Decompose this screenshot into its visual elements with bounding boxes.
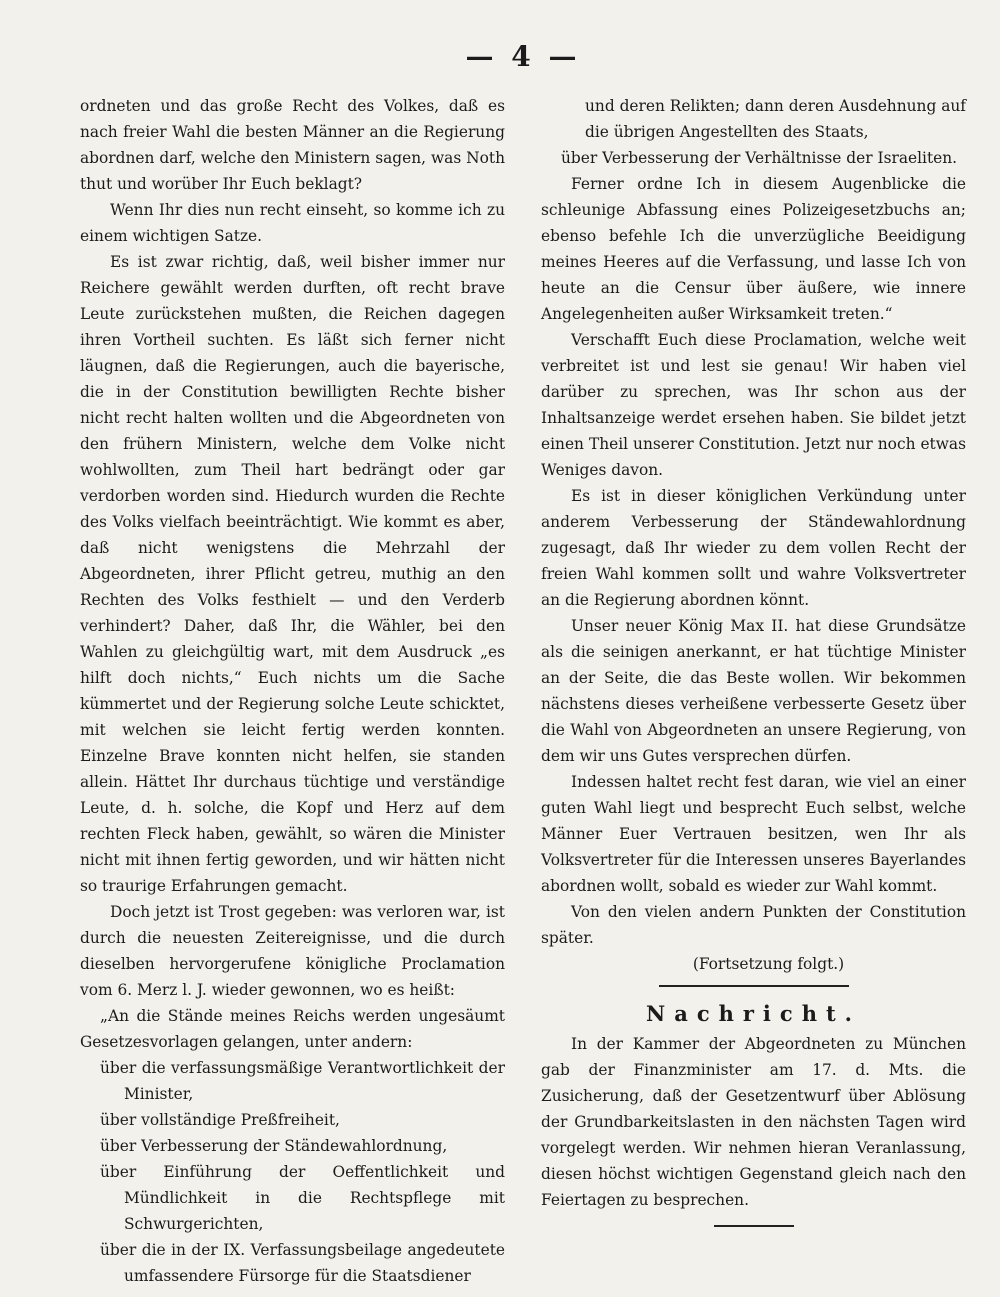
left-column <box>80 93 505 1289</box>
paragraph: Von den vielen andern Punkten der Constitution später. <box>541 903 966 947</box>
page-number: — 4 — <box>465 40 581 73</box>
paragraph: Unser neuer König Max II. hat diese Grundsätze als die seinigen anerkannt, er hat tüchtige Minister an der Seite, die das Beste wollen. Wir bekommen nächstens dieses verheißene verbesserte Gesetz über die Wahl von Abgeordneten an unsere Regierung, von dem wir uns Gutes versprechen dürfen. <box>541 617 966 765</box>
paragraph: Indessen haltet recht fest daran, wie viel an einer guten Wahl liegt und besprecht Euch selbst, welche Männer Euer Vertrauen besitzen, wen Ihr als Volksvertreter für die Interessen unseres Bayerlandes abordnen wollt, sobald es wieder zur Wahl kommt. <box>541 773 966 895</box>
decree-item: über Verbesserung der Verhältnisse der Israeliten. <box>561 149 958 167</box>
news-title: Nachricht. <box>646 1001 861 1026</box>
right-column <box>541 93 966 1289</box>
decree-item: über die verfassungsmäßige Verantwortlichkeit der Minister, <box>100 1059 505 1103</box>
text-columns <box>80 93 966 1289</box>
paragraph: Es ist in dieser königlichen Verkündung unter anderem Verbesserung der Ständewahlordnung zugesagt, daß Ihr wieder zu dem vollen Recht der freien Wahl kommen sollt und wahre Volksvertreter an die Regierung abordnen könnt. <box>541 487 966 609</box>
paragraph: Ferner ordne Ich in diesem Augenblicke die schleunige Abfassung eines Polizeigesetzbuchs an; ebenso befehle Ich die unverzügliche Beeidigung meines Heeres auf die Verfassung, und lasse Ich von heute an die Censur über äußere, wie innere Angelegenheiten außer Wirksamkeit treten.“ <box>541 175 966 323</box>
paragraph: Doch jetzt ist Trost gegeben: was verloren war, ist durch die neuesten Zeitereignisse, und die durch dieselben hervorgerufene königliche Proclamation vom 6. Merz l. J. wieder gewonnen, wo es heißt: <box>80 903 505 999</box>
section-divider <box>659 985 849 987</box>
paragraph: Wenn Ihr dies nun recht einseht, so komme ich zu einem wichtigen Satze. <box>80 201 505 245</box>
paragraph: ordneten und das große Recht des Volkes, daß es nach freier Wahl die besten Männer an die Regierung abordnen darf, welche den Ministern sagen, was Noth thut und worüber Ihr Euch beklagt? <box>80 97 505 193</box>
proclamation-intro: „An die Stände meines Reichs werden ungesäumt Gesetzesvorlagen gelangen, unter andern: <box>80 1007 505 1051</box>
decree-item: über die in der IX. Verfassungsbeilage angedeutete umfassendere Fürsorge für die Staatsdiener <box>100 1241 505 1285</box>
end-rule <box>714 1225 794 1227</box>
paragraph: Verschafft Euch diese Proclamation, welche weit verbreitet ist und lest sie genau! Wir haben viel darüber zu sprechen, was Ihr schon aus der Inhaltsanzeige werdet ersehen haben. Sie bildet jetzt einen Theil unserer Constitution. Jetzt nur noch etwas Weniges davon. <box>541 331 966 479</box>
paragraph: Es ist zwar richtig, daß, weil bisher immer nur Reichere gewählt werden durften, oft recht brave Leute zurückstehen mußten, die Reichen dagegen ihren Vortheil suchten. Es läßt sich ferner nicht läugnen, daß die Regierungen, auch die bayerische, die in der Constitution bewilligten Rechte bisher nicht recht halten wollten und die Abgeordneten von den frühern Ministern, welche dem Volke nicht wohlwollten, zum Theil hart bedrängt oder gar verdorben worden sind. Hiedurch wurden die Rechte des Volks vielfach beeinträchtigt. Wie kommt es aber, daß nicht wenigstens die Mehrzahl der Abgeordneten, ihrer Pflicht getreu, muthig an den Rechten des Volks festhielt — und den Verderb verhindert? Daher, daß Ihr, die Wähler, bei den Wahlen zu gleichgültig wart, mit dem Ausdruck „es hilft doch nichts,“ Euch nichts um die Sache kümmertet und der Regierung solche Leute schicktet, mit welchen sie leicht fertig werden konnten. Einzelne Brave konnten nicht helfen, sie standen allein. Hättet Ihr durchaus tüchtige und verständige Leute, d. h. solche, die Kopf und Herz auf dem rechten Fleck haben, gewählt, so wären die Minister nicht mit ihnen fertig geworden, und wir hätten nicht so traurige Erfahrungen gemacht. <box>80 253 505 895</box>
decree-item: über Verbesserung der Ständewahlordnung, <box>100 1137 448 1155</box>
decree-list <box>80 1055 505 1289</box>
continuation-note: (Fortsetzung folgt.) <box>692 955 845 973</box>
decree-list-continued <box>541 93 966 171</box>
decree-item: und deren Relikten; dann deren Ausdehnung auf die übrigen Angestellten des Staats, <box>585 97 966 141</box>
decree-item: über vollständige Preßfreiheit, <box>100 1111 340 1129</box>
news-paragraph: In der Kammer der Abgeordneten zu München gab der Finanzminister am 17. d. Mts. die Zusicherung, daß der Gesetzentwurf über Ablösung der Grundbarkeitslasten in den nächsten Tagen wird vorgelegt werden. Wir nehmen hieran Veranlassung, diesen höchst wichtigen Gegenstand gleich nach den Feiertagen zu besprechen. <box>541 1035 966 1209</box>
decree-item: über Einführung der Oeffentlichkeit und Mündlichkeit in die Rechtspflege mit Schwurgerichten, <box>100 1163 505 1233</box>
